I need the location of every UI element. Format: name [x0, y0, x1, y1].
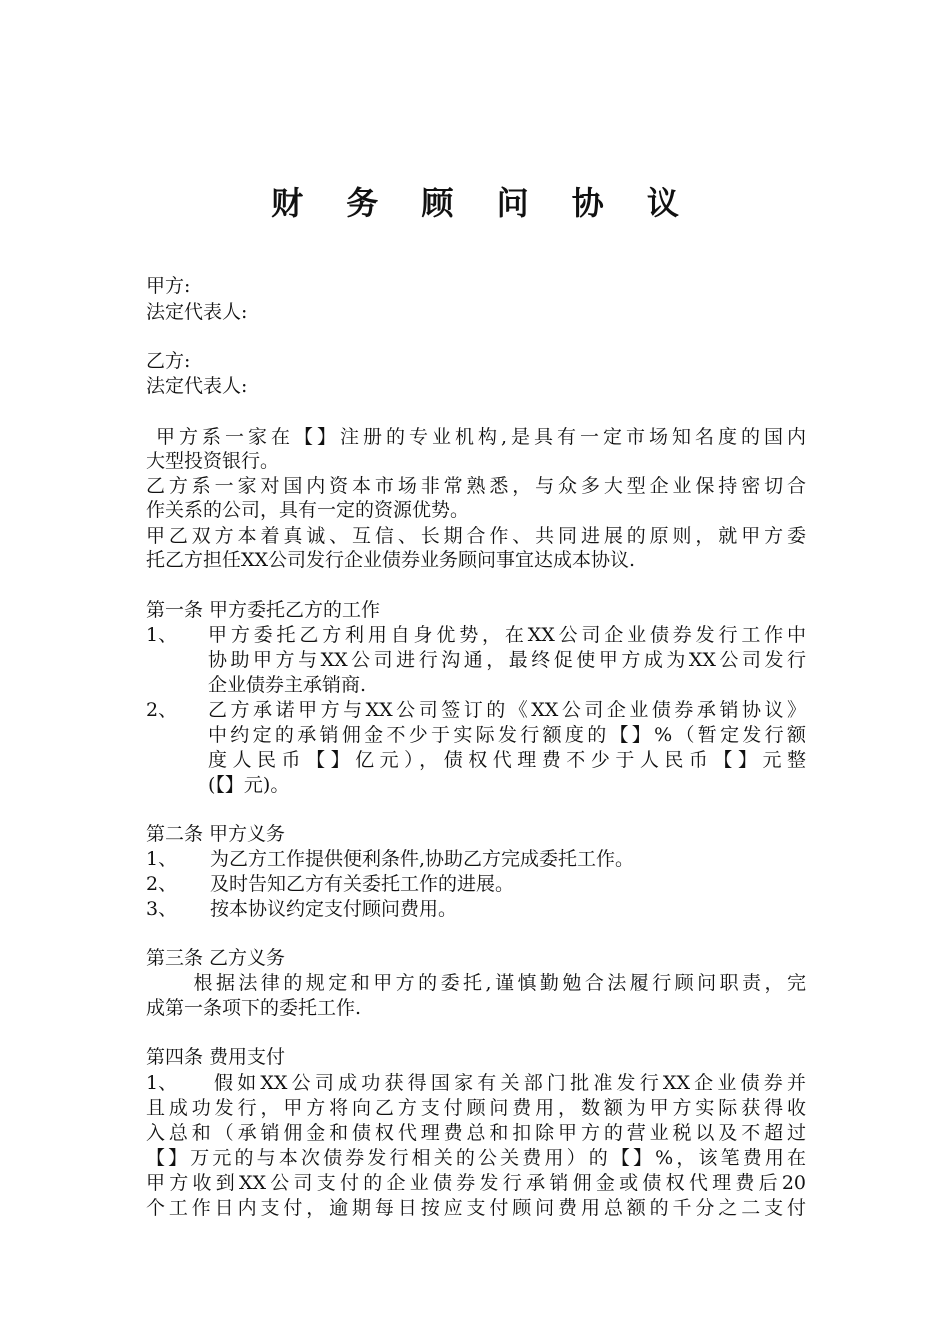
article-1-heading: 第一条 甲方委托乙方的工作 [146, 599, 381, 621]
article-2-heading: 第二条 甲方义务 [146, 823, 286, 845]
intro-line: 作关系的公司，具有一定的资源优势。 [146, 499, 470, 521]
article-1-item-2-line: 中约定的承销佣金不少于实际发行额度的【】%（暂定发行额 [208, 724, 806, 746]
article-1-item-2-number: 2、 [146, 699, 178, 721]
article-4-line: 入总和（承销佣金和债权代理费总和扣除甲方的营业税以及不超过 [146, 1122, 806, 1144]
article-2-item-number: 1、 [146, 848, 178, 870]
article-1-item-1-line: 协助甲方与XX公司进行沟通，最终促使甲方成为XX公司发行 [208, 649, 806, 671]
article-4-line: 个工作日内支付，逾期每日按应支付顾问费用总额的千分之二支付 [146, 1197, 806, 1219]
article-2-item-number: 3、 [146, 898, 178, 920]
article-1-item-2-line: 乙方承诺甲方与XX公司签订的《XX公司企业债券承销协议》 [208, 699, 806, 721]
article-4-line: 且成功发行，甲方将向乙方支付顾问费用，数额为甲方实际获得收 [146, 1097, 806, 1119]
article-4-line: 甲方收到XX公司支付的企业债券发行承销佣金或债权代理费后20 [146, 1172, 806, 1194]
article-2-item-number: 2、 [146, 873, 178, 895]
intro-line: 大型投资银行。 [146, 450, 280, 472]
article-3-heading: 第三条 乙方义务 [146, 947, 286, 969]
document-title: 财 务 顾 问 协 议 [271, 184, 695, 222]
article-2-item-text: 及时告知乙方有关委托工作的进展。 [210, 873, 515, 895]
intro-line: 托乙方担任XX公司发行企业债券业务顾问事宜达成本协议. [146, 549, 636, 571]
party-b-label: 乙方: [146, 350, 191, 372]
article-1-item-1-line: 甲方委托乙方利用自身优势，在XX公司企业债券发行工作中 [208, 624, 806, 646]
article-2-item-text: 按本协议约定支付顾问费用。 [210, 898, 458, 920]
article-2-item-text: 为乙方工作提供便利条件,协助乙方完成委托工作。 [210, 848, 635, 870]
intro-line: 乙方系一家对国内资本市场非常熟悉，与众多大型企业保持密切合 [146, 475, 806, 497]
intro-line: 甲乙双方本着真诚、互信、长期合作、共同进展的原则，就甲方委 [146, 525, 806, 547]
party-a-label: 甲方: [146, 275, 191, 297]
article-1-item-2-line: (【】元)。 [208, 774, 290, 796]
party-a-rep-label: 法定代表人: [146, 301, 248, 323]
article-4-line: 【】万元的与本次债券发行相关的公关费用）的【】%，该笔费用在 [146, 1147, 806, 1169]
party-b-rep-label: 法定代表人: [146, 375, 248, 397]
article-4-heading: 第四条 费用支付 [146, 1046, 286, 1068]
article-3-line: 成第一条项下的委托工作. [146, 997, 362, 1019]
article-1-item-1-number: 1、 [146, 624, 178, 646]
article-3-line: 根据法律的规定和甲方的委托,谨慎勤勉合法履行顾问职责，完 [146, 972, 806, 994]
intro-line: 甲方系一家在【】注册的专业机构,是具有一定市场知名度的国内 [146, 426, 806, 448]
article-1-item-2-line: 度人民币【】亿元），债权代理费不少于人民币【】元整 [208, 749, 806, 771]
article-4-item-number: 1、 [146, 1072, 178, 1094]
article-4-line: 假如XX公司成功获得国家有关部门批准发行XX企业债券并 [214, 1072, 806, 1094]
article-1-item-1-line: 企业债券主承销商. [208, 674, 367, 696]
